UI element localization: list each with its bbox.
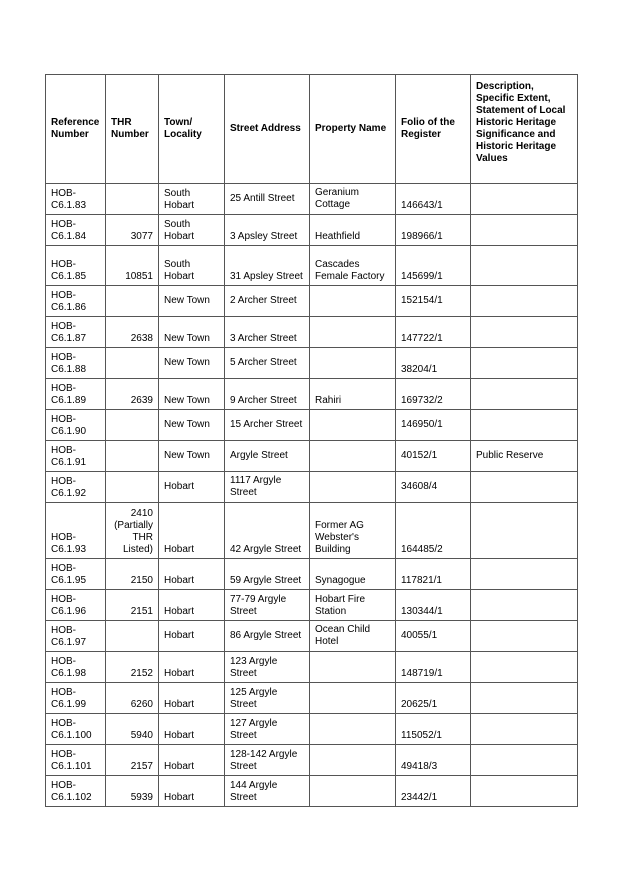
cell-property-name [310, 348, 396, 379]
cell-street-address: 127 Argyle Street [225, 714, 310, 745]
cell-folio: 20625/1 [396, 683, 471, 714]
cell-street-address: 77-79 Argyle Street [225, 590, 310, 621]
cell-thr-number [106, 441, 159, 472]
heritage-register-table [45, 74, 578, 807]
cell-property-name: Ocean Child Hotel [310, 621, 396, 652]
cell-reference-number: HOB-C6.1.89 [46, 379, 106, 410]
cell-thr-number: 10851 [106, 246, 159, 286]
cell-description [471, 745, 578, 776]
cell-folio: 146950/1 [396, 410, 471, 441]
cell-property-name: Synagogue [310, 559, 396, 590]
cell-reference-number: HOB-C6.1.95 [46, 559, 106, 590]
cell-town-locality: New Town [159, 286, 225, 317]
cell-reference-number: HOB-C6.1.100 [46, 714, 106, 745]
cell-reference-number: HOB-C6.1.87 [46, 317, 106, 348]
cell-folio: 23442/1 [396, 776, 471, 807]
cell-description [471, 215, 578, 246]
table-row [46, 776, 578, 807]
cell-property-name [310, 286, 396, 317]
cell-folio: 34608/4 [396, 472, 471, 503]
cell-thr-number [106, 472, 159, 503]
cell-folio: 49418/3 [396, 745, 471, 776]
cell-folio: 38204/1 [396, 348, 471, 379]
cell-town-locality: Hobart [159, 745, 225, 776]
cell-folio: 40152/1 [396, 441, 471, 472]
cell-reference-number: HOB-C6.1.97 [46, 621, 106, 652]
header-row [46, 75, 578, 184]
table-row [46, 317, 578, 348]
cell-town-locality: South Hobart [159, 215, 225, 246]
cell-property-name [310, 714, 396, 745]
cell-street-address: 123 Argyle Street [225, 652, 310, 683]
cell-property-name: Hobart Fire Station [310, 590, 396, 621]
cell-property-name [310, 745, 396, 776]
table-row [46, 714, 578, 745]
cell-property-name [310, 652, 396, 683]
cell-thr-number: 5939 [106, 776, 159, 807]
cell-folio: 148719/1 [396, 652, 471, 683]
cell-folio: 130344/1 [396, 590, 471, 621]
cell-reference-number: HOB-C6.1.85 [46, 246, 106, 286]
cell-thr-number [106, 348, 159, 379]
cell-folio: 115052/1 [396, 714, 471, 745]
table-row [46, 559, 578, 590]
cell-street-address: 86 Argyle Street [225, 621, 310, 652]
cell-reference-number: HOB-C6.1.98 [46, 652, 106, 683]
cell-description [471, 410, 578, 441]
cell-property-name [310, 410, 396, 441]
cell-reference-number: HOB-C6.1.84 [46, 215, 106, 246]
cell-street-address: 144 Argyle Street [225, 776, 310, 807]
table-row [46, 348, 578, 379]
cell-town-locality: Hobart [159, 621, 225, 652]
cell-description [471, 652, 578, 683]
cell-property-name: Heathfield [310, 215, 396, 246]
cell-folio: 152154/1 [396, 286, 471, 317]
table-row [46, 652, 578, 683]
cell-thr-number [106, 286, 159, 317]
cell-description [471, 559, 578, 590]
cell-reference-number: HOB-C6.1.88 [46, 348, 106, 379]
table-row [46, 745, 578, 776]
cell-property-name [310, 317, 396, 348]
table-row [46, 215, 578, 246]
cell-property-name: Cascades Female Factory [310, 246, 396, 286]
cell-description [471, 286, 578, 317]
cell-thr-number: 2151 [106, 590, 159, 621]
cell-thr-number: 3077 [106, 215, 159, 246]
cell-street-address: 128-142 Argyle Street [225, 745, 310, 776]
cell-town-locality: New Town [159, 348, 225, 379]
header-folio: Folio of the Register [396, 75, 471, 184]
cell-thr-number: 2157 [106, 745, 159, 776]
header-street-address: Street Address [225, 75, 310, 184]
cell-property-name [310, 683, 396, 714]
cell-town-locality: South Hobart [159, 246, 225, 286]
cell-description [471, 348, 578, 379]
cell-description [471, 621, 578, 652]
cell-folio: 40055/1 [396, 621, 471, 652]
table-row [46, 683, 578, 714]
cell-description [471, 379, 578, 410]
cell-description [471, 246, 578, 286]
cell-street-address: 31 Apsley Street [225, 246, 310, 286]
header-town-locality: Town/ Locality [159, 75, 225, 184]
cell-thr-number: 5940 [106, 714, 159, 745]
cell-town-locality: South Hobart [159, 184, 225, 215]
cell-street-address: Argyle Street [225, 441, 310, 472]
cell-property-name [310, 441, 396, 472]
table-row [46, 379, 578, 410]
cell-reference-number: HOB-C6.1.102 [46, 776, 106, 807]
cell-reference-number: HOB-C6.1.101 [46, 745, 106, 776]
cell-folio: 164485/2 [396, 503, 471, 559]
cell-street-address: 125 Argyle Street [225, 683, 310, 714]
cell-town-locality: Hobart [159, 503, 225, 559]
cell-thr-number: 2150 [106, 559, 159, 590]
cell-folio: 117821/1 [396, 559, 471, 590]
cell-description [471, 683, 578, 714]
cell-reference-number: HOB-C6.1.86 [46, 286, 106, 317]
cell-thr-number: 2638 [106, 317, 159, 348]
table-row [46, 621, 578, 652]
cell-description [471, 472, 578, 503]
cell-property-name [310, 776, 396, 807]
cell-reference-number: HOB-C6.1.96 [46, 590, 106, 621]
cell-reference-number: HOB-C6.1.83 [46, 184, 106, 215]
cell-description: Public Reserve [471, 441, 578, 472]
cell-street-address: 42 Argyle Street [225, 503, 310, 559]
cell-description [471, 714, 578, 745]
header-reference-number: Reference Number [46, 75, 106, 184]
cell-street-address: 15 Archer Street [225, 410, 310, 441]
header-property-name: Property Name [310, 75, 396, 184]
cell-town-locality: Hobart [159, 683, 225, 714]
cell-thr-number: 6260 [106, 683, 159, 714]
table-row [46, 441, 578, 472]
cell-town-locality: New Town [159, 379, 225, 410]
cell-folio: 146643/1 [396, 184, 471, 215]
cell-folio: 198966/1 [396, 215, 471, 246]
cell-town-locality: New Town [159, 410, 225, 441]
cell-reference-number: HOB-C6.1.90 [46, 410, 106, 441]
cell-reference-number: HOB-C6.1.92 [46, 472, 106, 503]
cell-folio: 169732/2 [396, 379, 471, 410]
cell-street-address: 25 Antill Street [225, 184, 310, 215]
table-row [46, 286, 578, 317]
cell-street-address: 59 Argyle Street [225, 559, 310, 590]
header-description: Description, Specific Extent, Statement of Local Historic Heritage Significance and Historic Heritage Values [471, 75, 578, 184]
cell-description [471, 503, 578, 559]
cell-description [471, 184, 578, 215]
cell-town-locality: Hobart [159, 472, 225, 503]
cell-description [471, 590, 578, 621]
cell-reference-number: HOB-C6.1.91 [46, 441, 106, 472]
cell-town-locality: Hobart [159, 590, 225, 621]
cell-reference-number: HOB-C6.1.99 [46, 683, 106, 714]
table-row [46, 590, 578, 621]
cell-street-address: 5 Archer Street [225, 348, 310, 379]
cell-street-address: 3 Apsley Street [225, 215, 310, 246]
cell-folio: 145699/1 [396, 246, 471, 286]
cell-town-locality: New Town [159, 317, 225, 348]
cell-property-name: Former AG Webster's Building [310, 503, 396, 559]
cell-thr-number [106, 621, 159, 652]
cell-town-locality: Hobart [159, 559, 225, 590]
cell-reference-number: HOB-C6.1.93 [46, 503, 106, 559]
cell-description [471, 317, 578, 348]
cell-property-name: Geranium Cottage [310, 184, 396, 215]
cell-thr-number: 2152 [106, 652, 159, 683]
cell-town-locality: New Town [159, 441, 225, 472]
table-row [46, 246, 578, 286]
cell-town-locality: Hobart [159, 652, 225, 683]
cell-town-locality: Hobart [159, 714, 225, 745]
cell-street-address: 9 Archer Street [225, 379, 310, 410]
table-row [46, 184, 578, 215]
table-row [46, 410, 578, 441]
cell-street-address: 3 Archer Street [225, 317, 310, 348]
header-thr-number: THR Number [106, 75, 159, 184]
cell-town-locality: Hobart [159, 776, 225, 807]
cell-thr-number: 2639 [106, 379, 159, 410]
table-row [46, 503, 578, 559]
cell-folio: 147722/1 [396, 317, 471, 348]
cell-street-address: 1117 Argyle Street [225, 472, 310, 503]
cell-description [471, 776, 578, 807]
table-row [46, 472, 578, 503]
cell-thr-number [106, 184, 159, 215]
cell-thr-number [106, 410, 159, 441]
cell-street-address: 2 Archer Street [225, 286, 310, 317]
cell-property-name [310, 472, 396, 503]
cell-property-name: Rahiri [310, 379, 396, 410]
cell-thr-number: 2410 (Partially THR Listed) [106, 503, 159, 559]
